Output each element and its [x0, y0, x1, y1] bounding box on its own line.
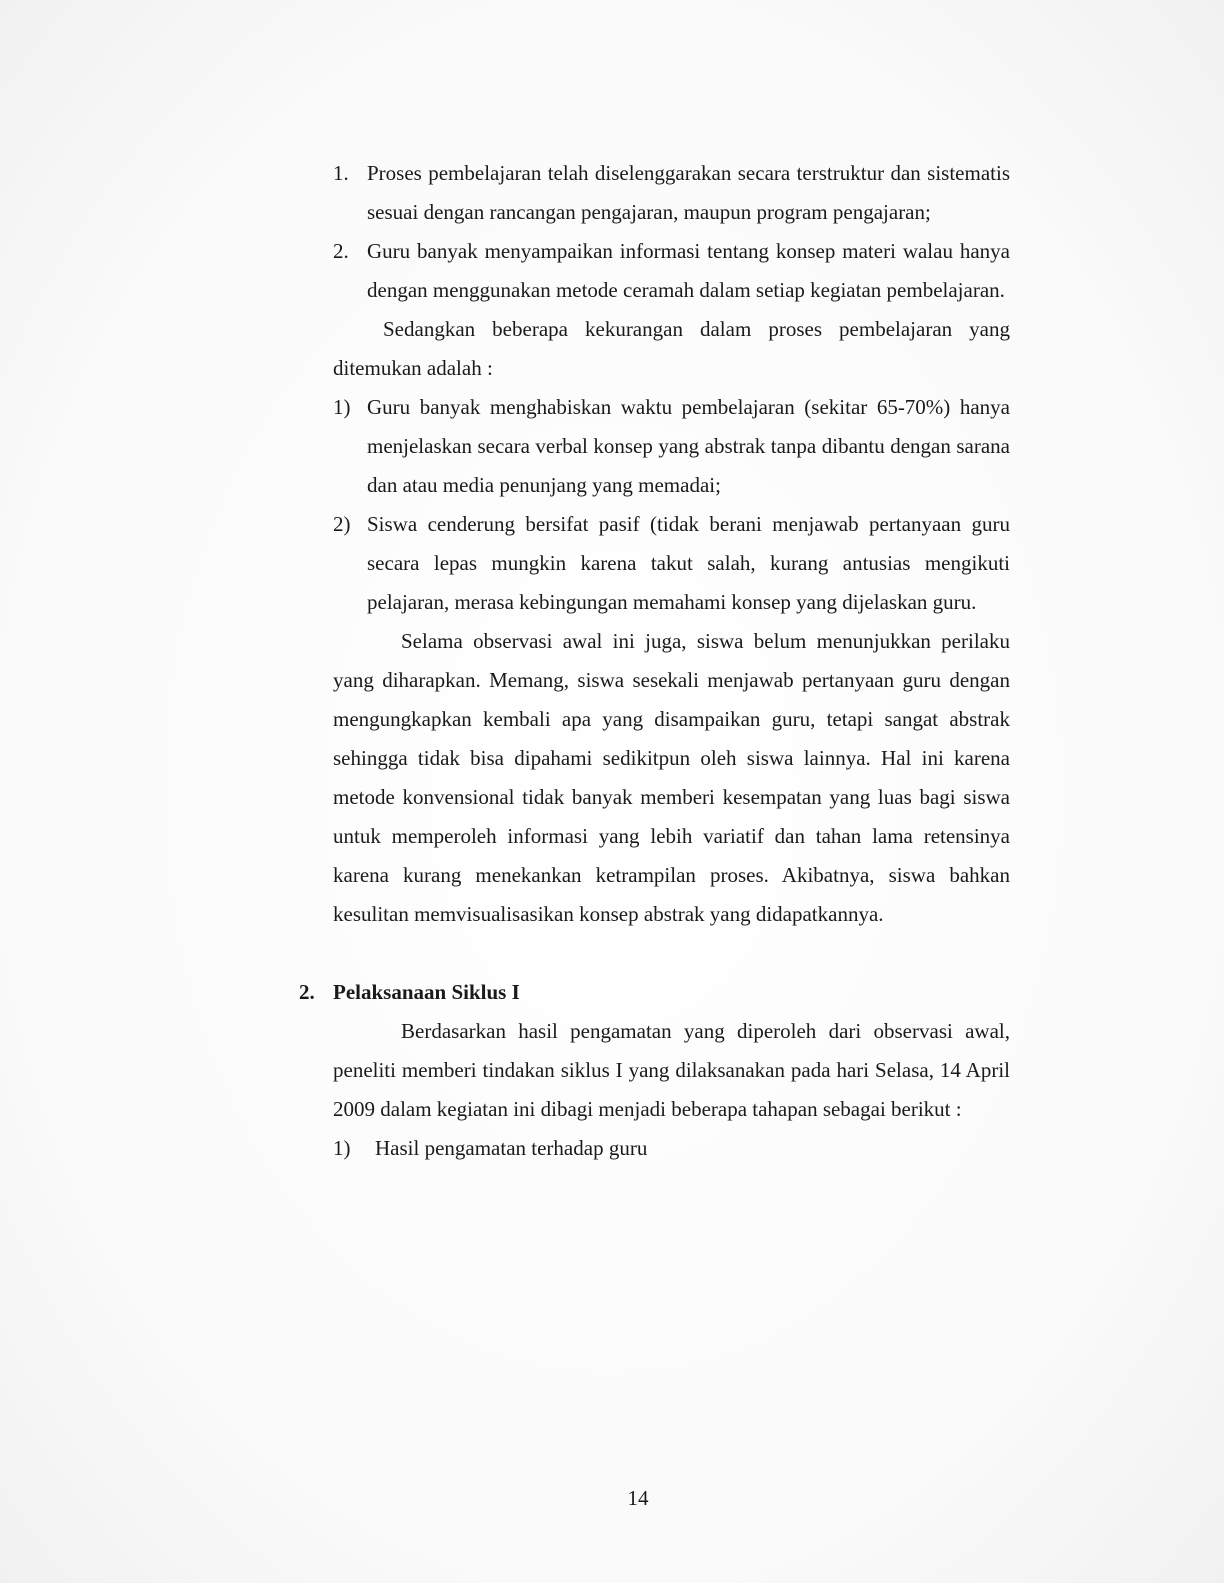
list-marker: 1.: [333, 161, 349, 185]
section-title: Pelaksanaan Siklus I: [333, 980, 520, 1004]
list-marker: 1): [333, 395, 351, 419]
list-text: Guru banyak menghabiskan waktu pembelajaran (sekitar 65-70%) hanya menjelaskan secara verbal konsep yang abstrak tanpa dibantu dengan sarana dan atau media penunjang yang memadai;: [367, 395, 1010, 497]
list-text: Siswa cenderung bersifat pasif (tidak berani menjawab pertanyaan guru secara lepas mungkin karena takut salah, kurang antusias mengikuti pelajaran, merasa kebingungan memahami konsep yang dijelaskan guru.: [367, 512, 1010, 614]
sub-list-text: Hasil pengamatan terhadap guru: [375, 1136, 648, 1160]
list-text: Guru banyak menyampaikan informasi tentang konsep materi walau hanya dengan menggunakan metode ceramah dalam setiap kegiatan pembelajaran.: [367, 239, 1010, 302]
list-marker: 2): [333, 512, 351, 536]
section-paragraph: Berdasarkan hasil pengamatan yang diperoleh dari observasi awal, peneliti memberi tindakan siklus I yang dilaksanakan pada hari Selasa, 14 April 2009 dalam kegiatan ini dibagi menjadi beberapa tahapan sebagai berikut :: [333, 1019, 1010, 1121]
list-marker: 2.: [333, 239, 349, 263]
sub-list-item: [333, 1129, 1010, 1168]
list-text: Proses pembelajaran telah diselenggarakan secara terstruktur dan sistematis sesuai dengan rancangan pengajaran, maupun program pengajaran;: [367, 161, 1010, 224]
section-heading: [299, 973, 1010, 1012]
list-item: [333, 232, 1010, 310]
list-item: [333, 154, 1010, 232]
paragraph-kekurangan: Sedangkan beberapa kekurangan dalam proses pembelajaran yang ditemukan adalah :: [333, 317, 1010, 380]
paragraph-observasi: Selama observasi awal ini juga, siswa belum menunjukkan perilaku yang diharapkan. Memang, siswa sesekali menjawab pertanyaan guru dengan mengungkapkan kembali apa yang disampaikan guru, tetapi sangat abstrak sehingga tidak bisa dipahami sedikitpun oleh siswa lainnya. Hal ini karena metode konvensional tidak banyak memberi kesempatan yang luas bagi siswa untuk memperoleh informasi yang lebih variatif dan tahan lama retensinya karena kurang menekankan ketrampilan proses. Akibatnya, siswa bahkan kesulitan memvisualisasikan konsep abstrak yang didapatkannya.: [333, 629, 1010, 926]
page-body: [299, 154, 1010, 1168]
list-item: [333, 505, 1010, 622]
section-number: 2.: [299, 980, 315, 1004]
page-number: 14: [627, 1486, 649, 1510]
list-item: [333, 388, 1010, 505]
sub-list-marker: 1): [333, 1136, 351, 1160]
